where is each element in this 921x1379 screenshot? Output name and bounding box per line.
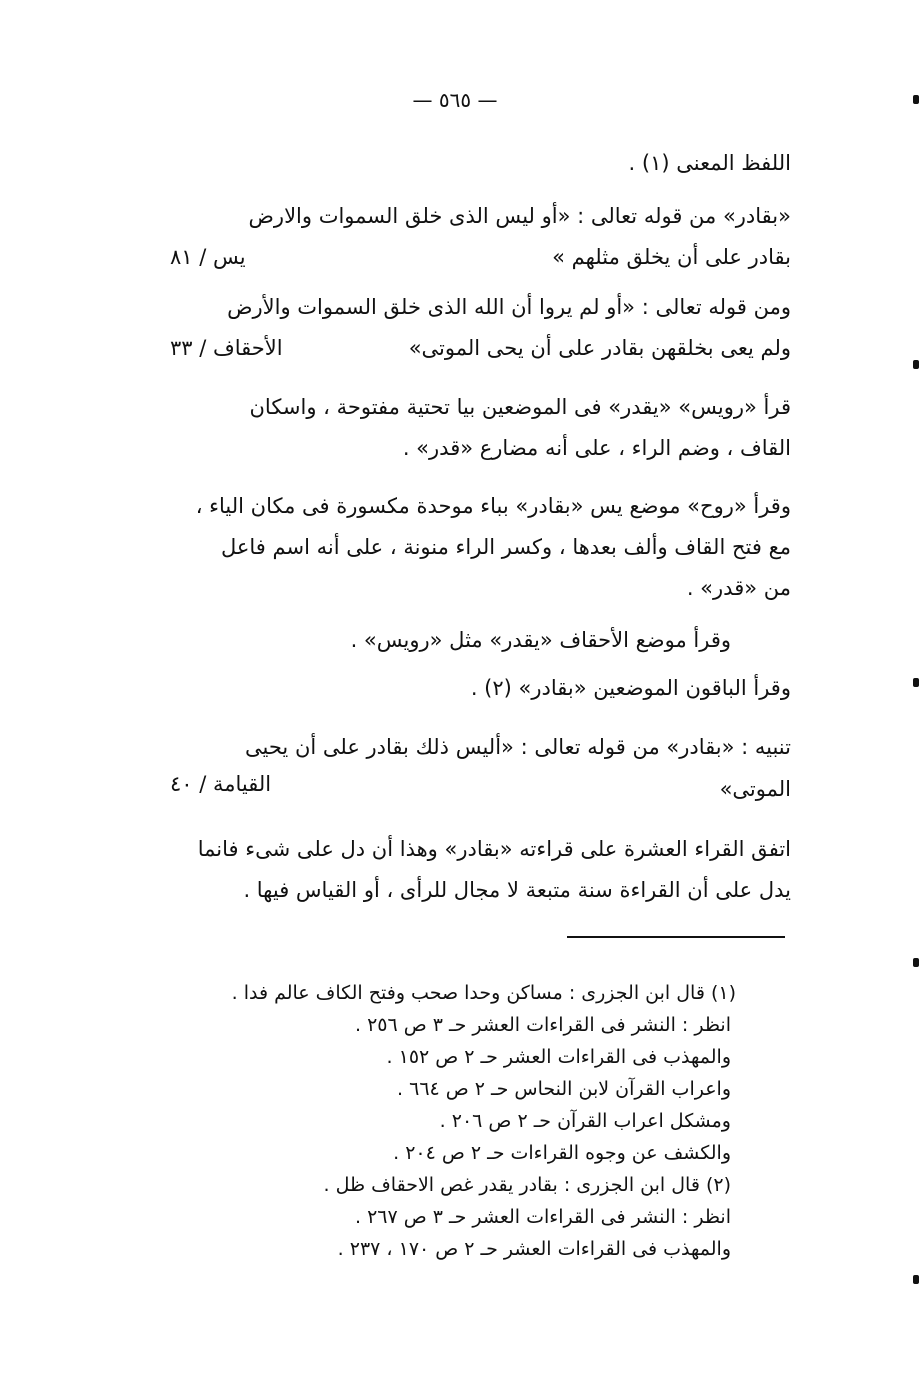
body-line: القاف ، وضم الراء ، على أنه مضارع «قدر» . <box>402 436 791 460</box>
footnote-line: انظر : النشر فى القراءات العشر حـ ٣ ص ٢٦٧ . <box>355 1206 731 1228</box>
footnote-line: والمهذب فى القراءات العشر حـ ٢ ص ١٥٢ . <box>386 1046 731 1068</box>
body-line: «بقادر» من قوله تعالى : «أو ليس الذى خلق السموات والارض <box>248 204 791 228</box>
body-line: اتفق القراء العشرة على قراءته «بقادر» وهذا أن دل على شىء فانما <box>197 837 791 861</box>
scan-edge-mark <box>913 1275 919 1284</box>
footnote-line: ومشكل اعراب القرآن حـ ٢ ص ٢٠٦ . <box>439 1110 731 1132</box>
body-line: وقرأ موضع الأحقاف «يقدر» مثل «رويس» . <box>350 628 731 652</box>
verse-reference: الأحقاف / ٣٣ <box>170 336 283 360</box>
footnote-line: والمهذب فى القراءات العشر حـ ٢ ص ١٧٠ ، ٢٣٧ . <box>337 1238 731 1260</box>
scan-edge-mark <box>913 678 919 687</box>
footnote-line: (٢) قال ابن الجزرى : بقادر يقدر غص الاحقاف ظل . <box>323 1174 731 1196</box>
footnote-line: واعراب القرآن لابن النحاس حـ ٢ ص ٦٦٤ . <box>397 1078 731 1100</box>
body-line: قرأ «رويس» «يقدر» فى الموضعين بيا تحتية مفتوحة ، واسكان <box>249 395 791 419</box>
footnote-separator <box>567 936 785 938</box>
body-line: وقرأ الباقون الموضعين «بقادر» (٢) . <box>470 676 791 700</box>
scan-edge-mark <box>913 958 919 967</box>
verse-reference: القيامة / ٤٠ <box>170 772 272 796</box>
footnote-line: (١) قال ابن الجزرى : مساكن وحدا صحب وفتح الكاف عالم فدا . <box>231 982 736 1004</box>
body-line: يدل على أن القراءة سنة متبعة لا مجال للرأى ، أو القياس فيها . <box>243 878 791 902</box>
verse-reference: يس / ٨١ <box>170 245 246 269</box>
scan-edge-mark <box>913 95 919 104</box>
body-line: مع فتح القاف وألف بعدها ، وكسر الراء منونة ، على أنه اسم فاعل <box>220 535 791 559</box>
body-line: وقرأ «روح» موضع يس «بقادر» بباء موحدة مكسورة فى مكان الياء ، <box>195 494 791 518</box>
body-line: ولم يعى بخلقهن بقادر على أن يحى الموتى» <box>408 336 791 360</box>
body-line: من «قدر» . <box>686 576 791 600</box>
body-line: تنبيه : «بقادر» من قوله تعالى : «أليس ذلك بقادر على أن يحيى <box>245 735 791 759</box>
scan-edge-mark <box>913 360 919 369</box>
body-line: بقادر على أن يخلق مثلهم » <box>552 245 791 269</box>
page-number: — ٥٦٥ — <box>412 88 498 112</box>
body-line: الموتى» <box>719 777 791 801</box>
footnote-line: والكشف عن وجوه القراءات حـ ٢ ص ٢٠٤ . <box>393 1142 731 1164</box>
footnote-line: انظر : النشر فى القراءات العشر حـ ٣ ص ٢٥٦ . <box>355 1014 731 1036</box>
body-line: اللفظ المعنى (١) . <box>628 151 791 175</box>
body-line: ومن قوله تعالى : «أو لم يروا أن الله الذى خلق السموات والأرض <box>227 295 791 319</box>
